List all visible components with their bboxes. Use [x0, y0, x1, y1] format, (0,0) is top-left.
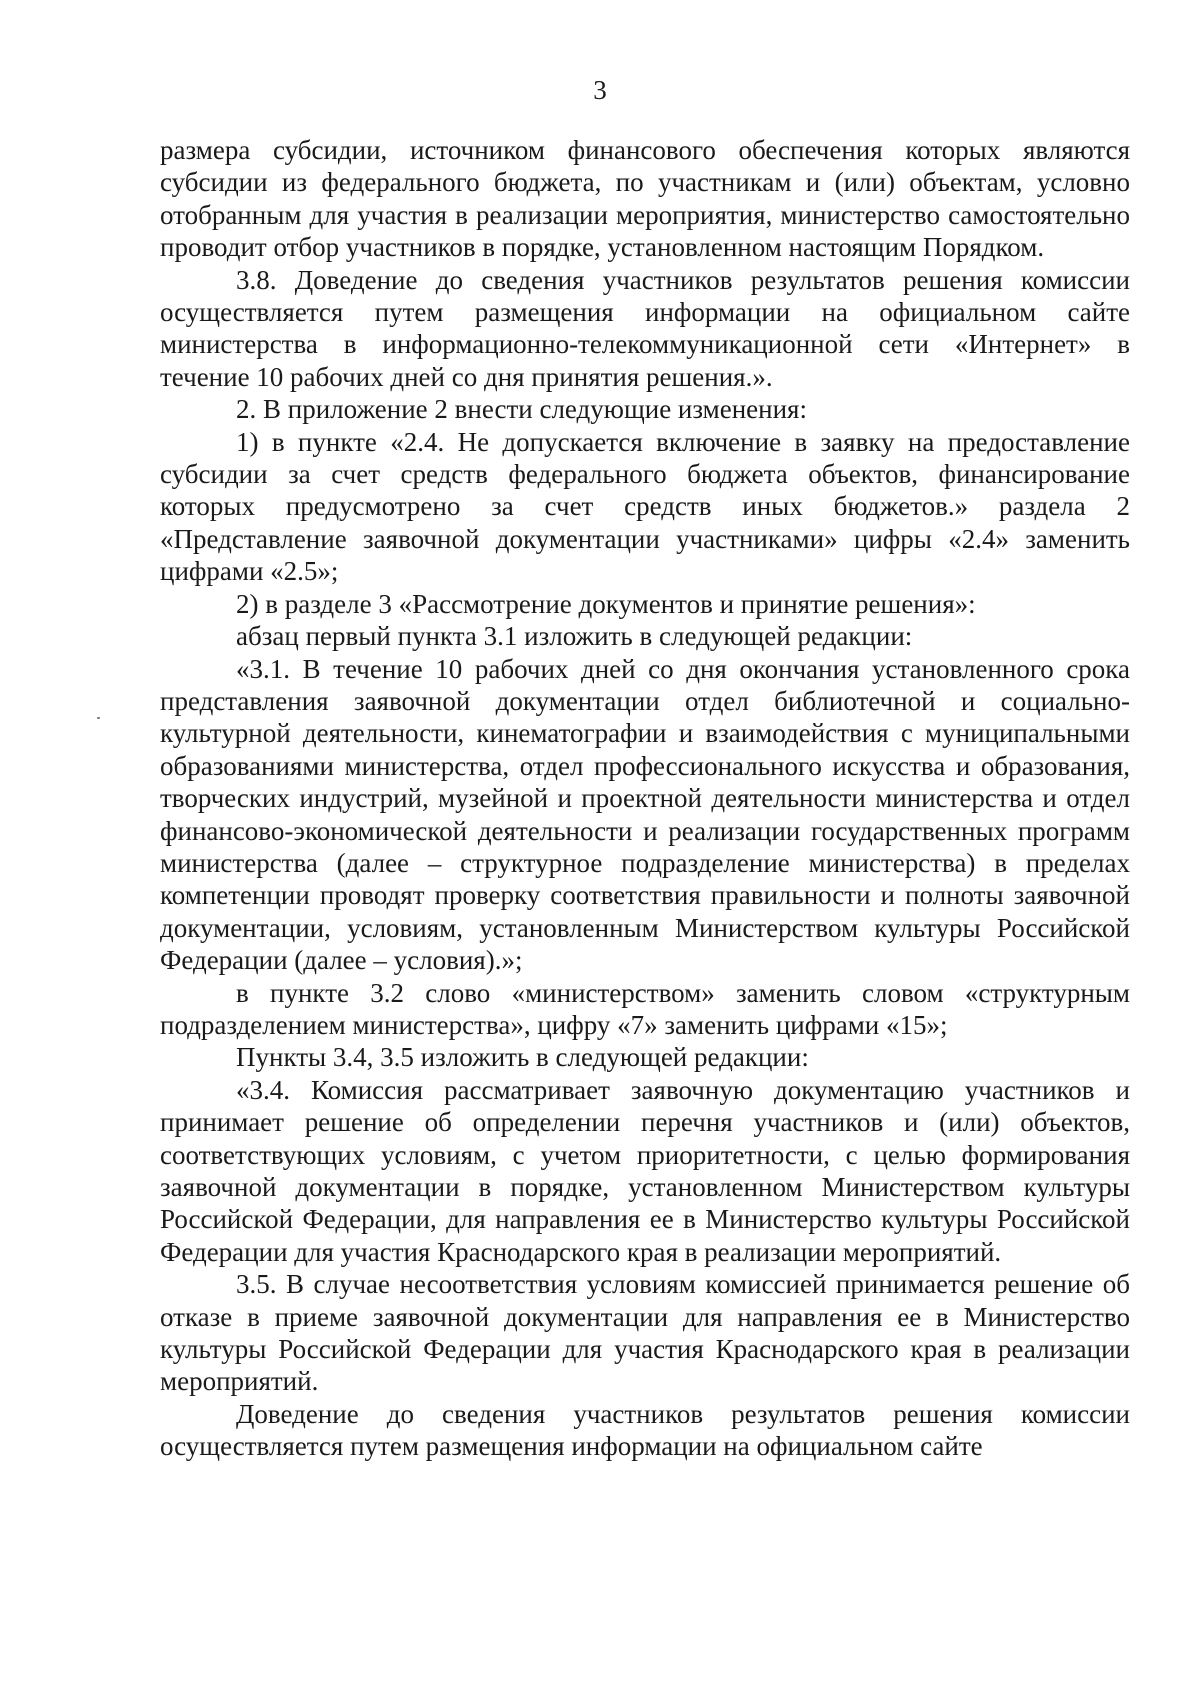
- scan-speck: [97, 717, 100, 719]
- page-number: 3: [593, 75, 607, 105]
- paragraph-subsidy-participants: размера субсидии, источником финансового обеспечения которых являются субсидии из федерального бюджета, по участникам и (или) объектам, условно отобранным для участия в реализации мероприятия, министерство самостоятельно проводит отбор участников в порядке, установленном настоящим Порядком.: [160, 135, 1130, 263]
- paragraph-item-2: 2) в разделе 3 «Рассмотрение документов и принятие решения»:: [236, 588, 976, 619]
- paragraph-item-1: 1) в пункте «2.4. Не допускается включение в заявку на предоставление субсидии за счет средств федерального бюджета объектов, финансирование которых предусмотрено за счет средств иных бюджетов.» раздела 2 «Представление заявочной документации участниками» цифры «2.4» заменить цифрами «2.5»;: [160, 426, 1130, 587]
- paragraph-3-4: «3.4. Комиссия рассматривает заявочную документацию участников и принимает решение об определении перечня участников и (или) объектов, соответствующих условиям, с учетом приоритетности, с целью формирования заявочной документации в порядке, установленном Министерством культуры Российской Федерации, для направления ее в Министерство культуры Российской Федерации для участия Краснодарского края в реализации мероприятий.: [160, 1074, 1130, 1267]
- paragraph-3-5: 3.5. В случае несоответствия условиям комиссией принимается решение об отказе в приеме заявочной документации для направления ее в Министерство культуры Российской Федерации для участия Краснодарского края в реализации мероприятий.: [160, 1269, 1130, 1397]
- paragraph-3-1: «3.1. В течение 10 рабочих дней со дня окончания установленного срока представления заявочной документации отдел библиотечной и социально-культурной деятельности, кинематографии и взаимодействия с муниципальными образованиями министерства, отдел профессионального искусства и образования, творческих индустрий, музейной и проектной деятельности министерства и отдел финансово-экономической деятельности и реализации государственных программ министерства (далее – структурное подразделение министерства) в пределах компетенции проводят проверку соответствия правильности и полноты заявочной документации, условиям, установленным Министерством культуры Российской Федерации (далее – условия).»;: [160, 653, 1130, 976]
- paragraph-appendix-2-changes: 2. В приложение 2 внести следующие изменения:: [236, 394, 807, 425]
- document-body: [160, 134, 1130, 1463]
- paragraph-notification: Доведение до сведения участников результатов решения комиссии осуществляется путем размещения информации на официальном сайте: [160, 1398, 1130, 1462]
- paragraph-3-8: 3.8. Доведение до сведения участников результатов решения комиссии осуществляется путем размещения информации на официальном сайте министерства в информационно-телекоммуникационной сети «Интернет» в течение 10 рабочих дней со дня принятия решения.».: [160, 264, 1130, 392]
- paragraph-3-1-intro: абзац первый пункта 3.1 изложить в следующей редакции:: [236, 621, 913, 652]
- paragraph-3-4-3-5-intro: Пункты 3.4, 3.5 изложить в следующей редакции:: [236, 1042, 809, 1073]
- paragraph-3-2: в пункте 3.2 слово «министерством» заменить словом «структурным подразделением министерства», цифру «7» заменить цифрами «15»;: [160, 977, 1130, 1040]
